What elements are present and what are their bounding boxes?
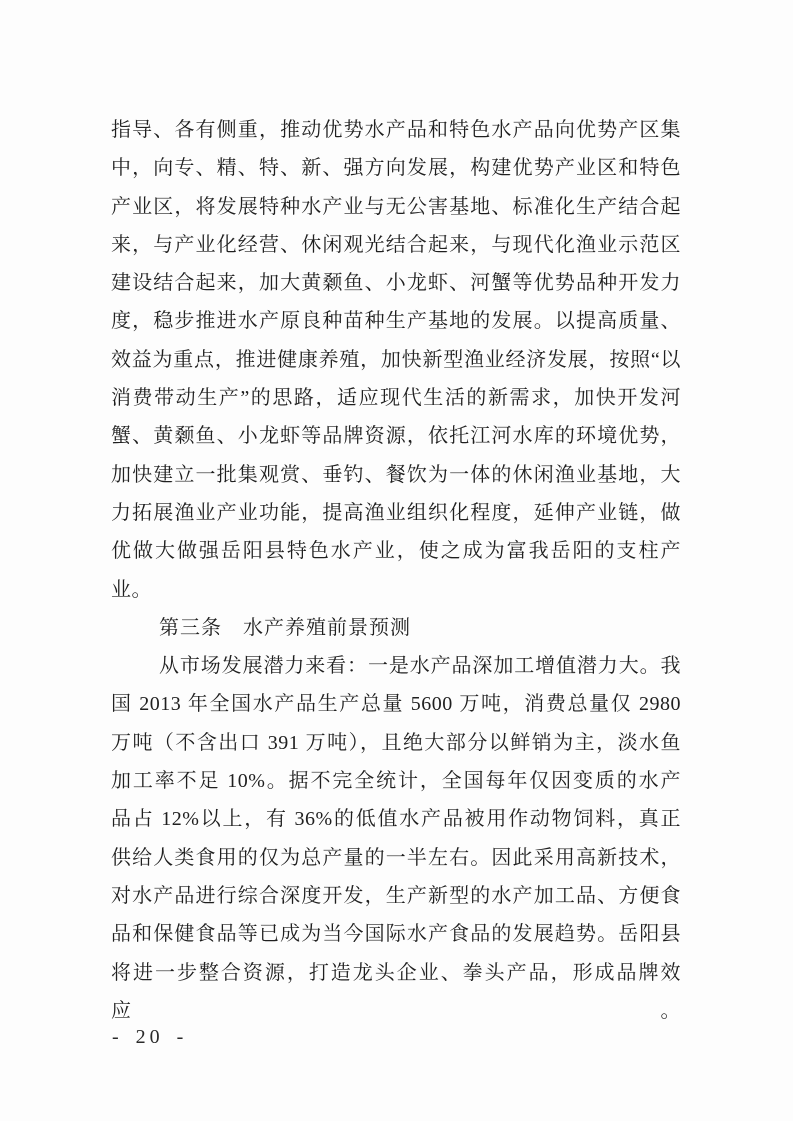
text-line: 国 2013 年全国水产品生产总量 5600 万吨，消费总量仅 2980 <box>111 693 681 716</box>
text-line: 加工率不足 10%。据不完全统计，全国每年仅因变质的水产 <box>111 770 681 793</box>
section-heading: 第三条 水产养殖前景预测 <box>159 616 411 639</box>
text-line: 中，向专、精、特、新、强方向发展，构建优势产业区和特色 <box>111 157 681 180</box>
text-line: 产业区，将发展特种水产业与无公害基地、标准化生产结合起 <box>111 195 681 218</box>
text-line: 效益为重点，推进健康养殖，加快新型渔业经济发展，按照“以 <box>111 348 681 371</box>
text-line: 将进一步整合资源，打造龙头企业、拳头产品，形成品牌效应。 <box>111 961 681 1022</box>
text-line: 力拓展渔业产业功能，提高渔业组织化程度，延伸产业链，做 <box>111 501 681 524</box>
text-line: 从市场发展潜力来看：一是水产品深加工增值潜力大。我 <box>159 655 681 678</box>
text-line: 加快建立一批集观赏、垂钓、餐饮为一体的休闲渔业基地，大 <box>111 463 681 486</box>
text-line: 指导、各有侧重，推动优势水产品和特色水产品向优势产区集 <box>111 119 681 141</box>
text-line: 来，与产业化经营、休闲观光结合起来，与现代化渔业示范区 <box>111 233 681 256</box>
text-line: 品占 12%以上，有 36%的低值水产品被用作动物饲料，真正 <box>111 808 681 831</box>
text-line: 蟹、黄颡鱼、小龙虾等品牌资源，依托江河水库的环境优势， <box>111 425 681 448</box>
text-line: 消费带动生产”的思路，适应现代生活的新需求，加快开发河 <box>111 387 681 410</box>
text-line: 度，稳步推进水产原良种苗种生产基地的发展。以提高质量、 <box>111 310 681 333</box>
page-number: - 20 - <box>112 1026 188 1048</box>
text-line: 供给人类食用的仅为总产量的一半左右。因此采用高新技术， <box>111 846 681 869</box>
text-line: 对水产品进行综合深度开发，生产新型的水产加工品、方便食 <box>111 884 681 907</box>
text-line: 建设结合起来，加大黄颡鱼、小龙虾、河蟹等优势品种开发力 <box>111 272 681 295</box>
text-line: 优做大做强岳阳县特色水产业，使之成为富我岳阳的支柱产 <box>111 540 681 563</box>
text-line: 业。 <box>111 578 152 601</box>
text-line: 万吨（不含出口 391 万吨），且绝大部分以鲜销为主，淡水鱼 <box>111 731 681 754</box>
body-text-block <box>111 111 681 1030</box>
text-line: 品和保健食品等已成为当今国际水产食品的发展趋势。岳阳县 <box>111 923 681 946</box>
